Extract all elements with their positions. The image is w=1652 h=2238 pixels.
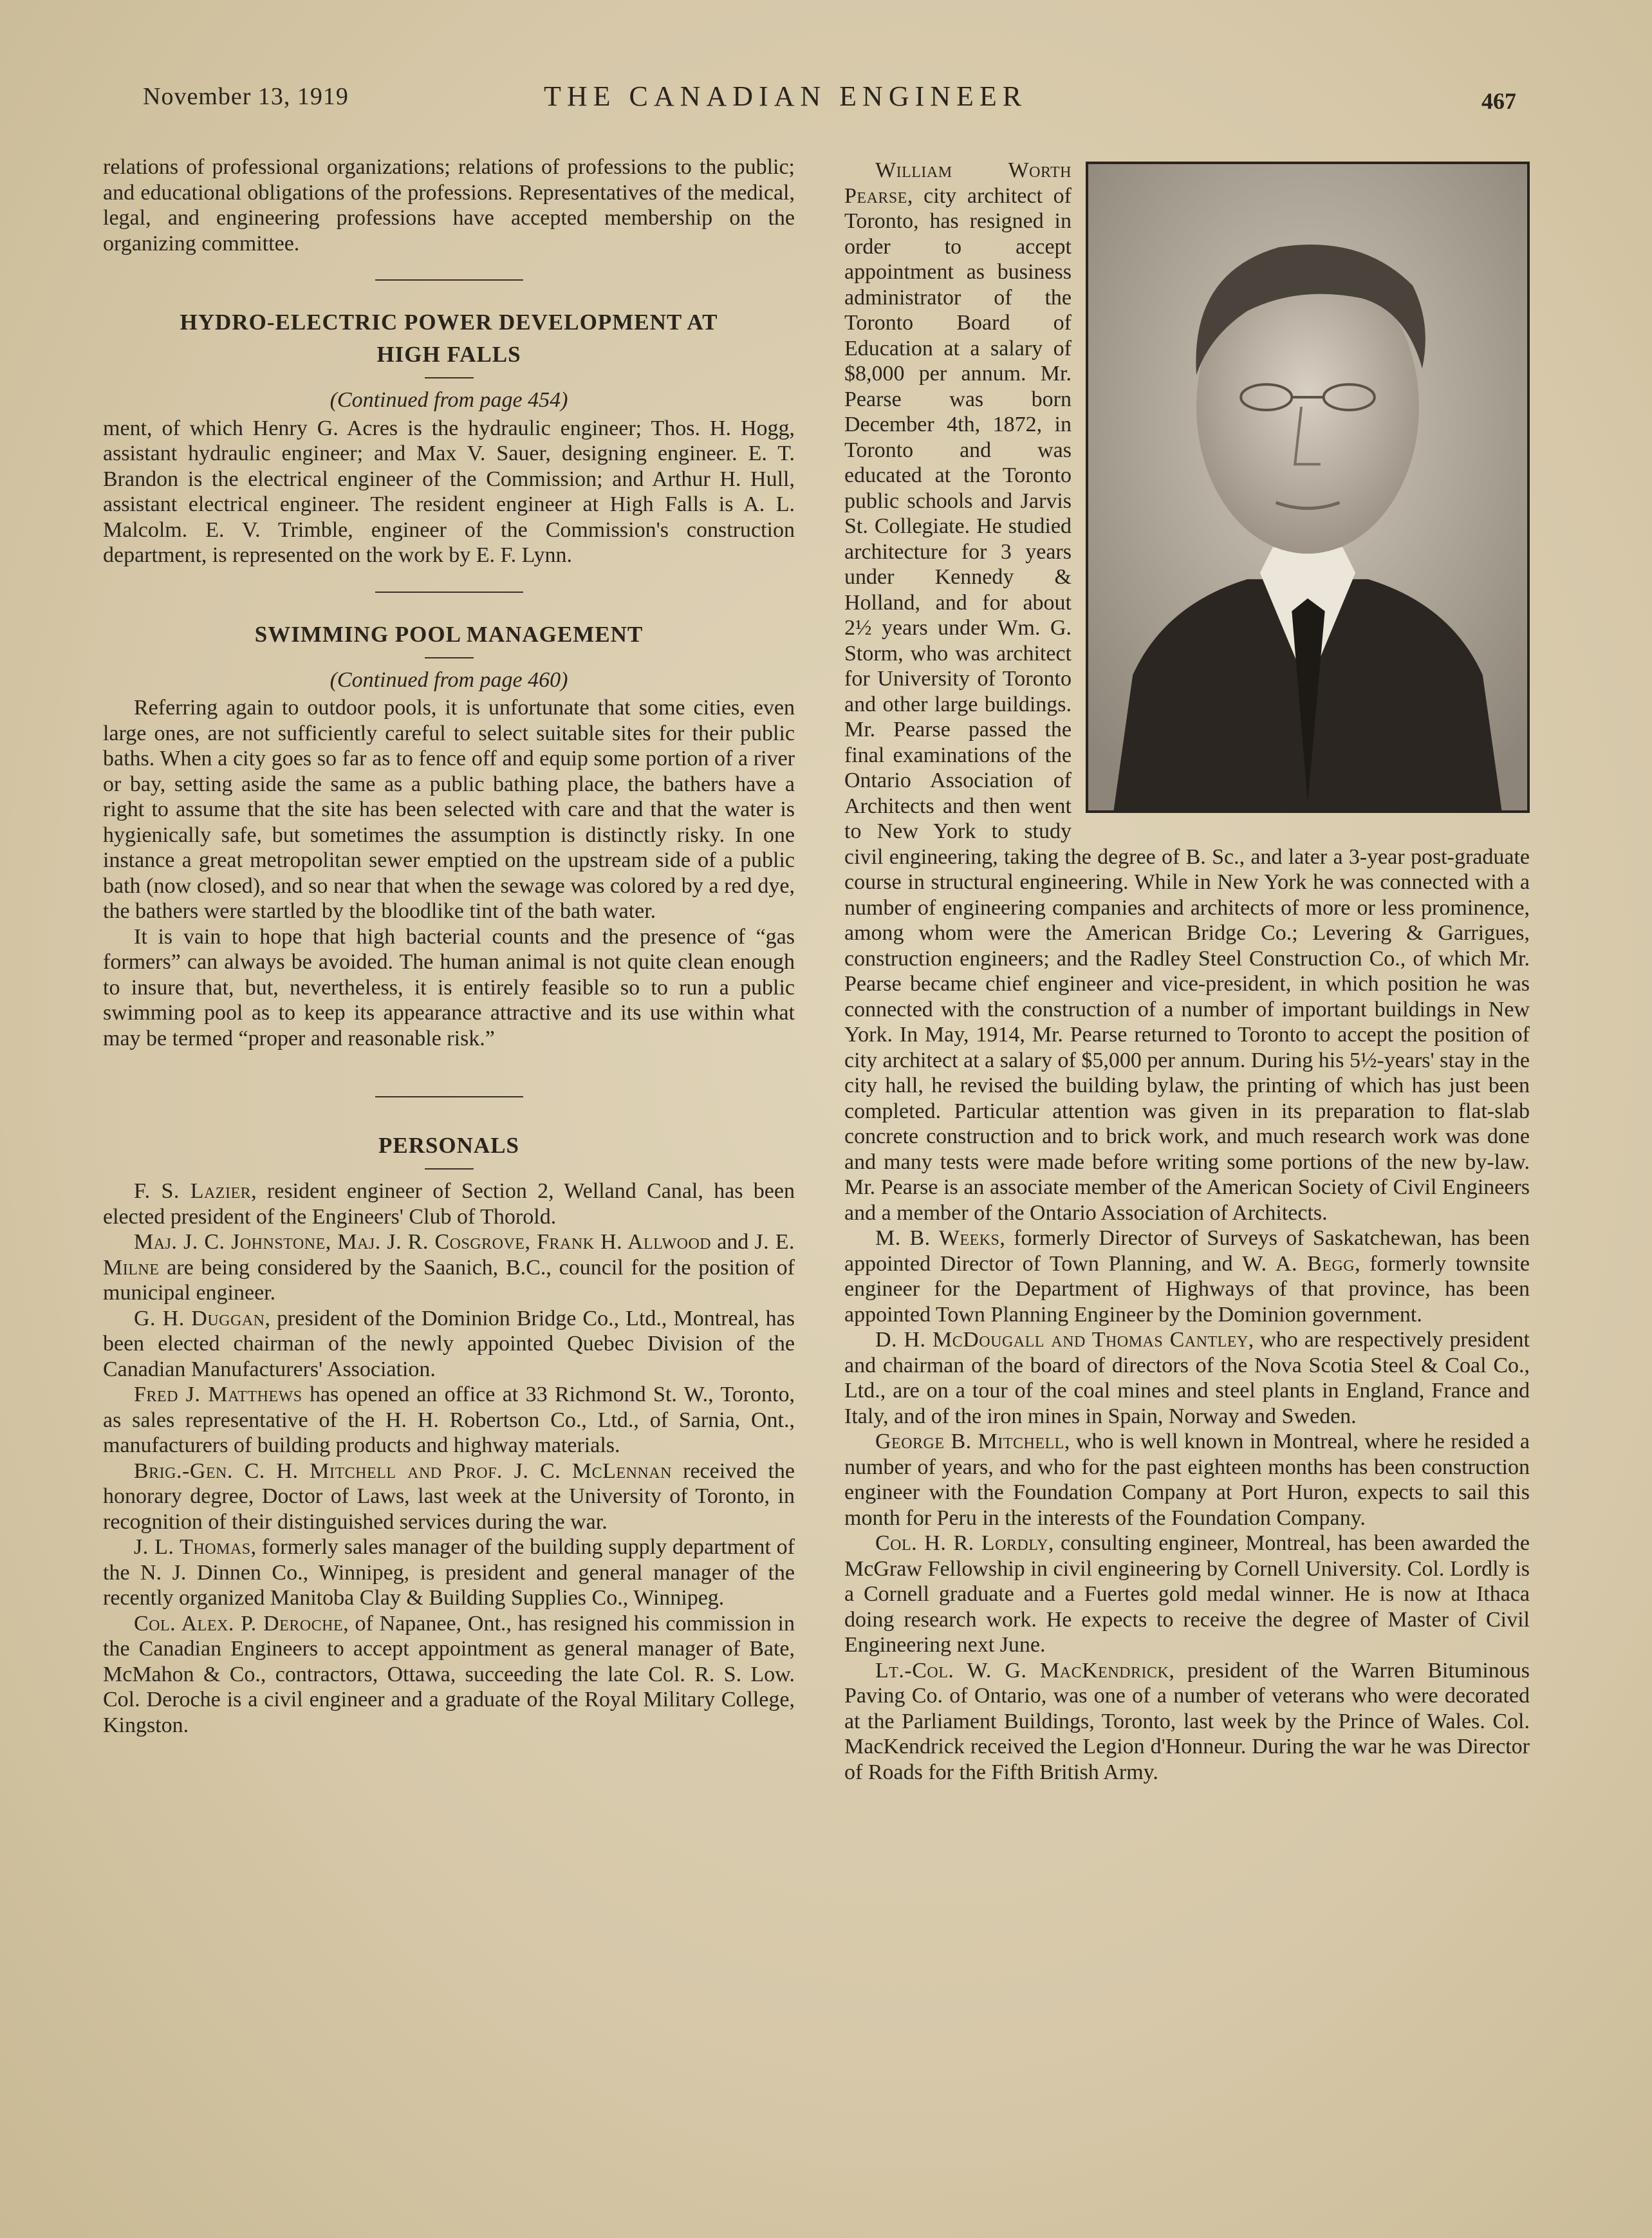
person-name: Lt.-Col. W. G. MacKendrick <box>875 1658 1169 1683</box>
person-name: J. E. Milne <box>103 1230 795 1280</box>
person-name: Col. Alex. P. Deroche <box>134 1611 344 1636</box>
swimming-pool-article <box>103 619 795 1052</box>
person-name: Brig.-Gen. C. H. Mitchell and Prof. J. C. McLennan <box>134 1459 672 1483</box>
hydro-electric-article <box>103 306 795 568</box>
personal-item: Maj. J. C. Johnstone, Maj. J. R. Cosgrove, Frank H. Allwood and J. E. Milne are being considered by the Saanich, B.C., council for the position of municipal engineer. <box>103 1230 795 1305</box>
title-underline <box>425 657 474 658</box>
person-name: M. B. Weeks <box>875 1226 1000 1250</box>
person-name: W. A. Begg <box>1242 1251 1355 1276</box>
personal-item: George B. Mitchell, who is well known in Montreal, where he resided a number of years, and who for the past eighteen months has been construction engineer with the Foundation Company at Port Huron, expects to sail this month for Peru in the interests of the Foundation Company. <box>844 1430 1530 1530</box>
person-name: William Worth Pearse <box>844 158 1072 208</box>
personal-item: M. B. Weeks, formerly Director of Surveys of Saskatchewan, has been appointed Director of Town Planning, and W. A. Begg, formerly townsite engineer for the Department of Highways of that province, has been appointed Town Planning Engineer by the Dominion government. <box>844 1226 1530 1327</box>
swimming-paragraph-1: Referring again to outdoor pools, it is unfortunate that some cities, even large ones, are not sufficiently careful to select suitable sites for their public baths. When a city goes so far as to fence off and equip some portion of a river or bay, setting aside the same as a public bathing place, the bathers have a right to assume that the site has been selected with care and that the water is hygienically safe, but sometimes the assumption is distinctly risky. In one instance a great metropolitan sewer emptied on the upstream side of a public bath (now closed), and so near that when the sewage was colored by a red dye, the bathers were startled by the bloodlike tint of the bath water. <box>103 696 795 923</box>
personal-item: J. L. Thomas, formerly sales manager of the building supply department of the N. J. Dinnen Co., Winnipeg, is president and general manager of the recently organized Manitoba Clay & Building Supplies Co., Winnipeg. <box>103 1535 795 1610</box>
section-divider <box>375 279 523 281</box>
left-column <box>103 154 795 1738</box>
page-number: 467 <box>1481 88 1516 114</box>
person-name: Maj. J. C. Johnstone, Maj. J. R. Cosgrove, Frank H. Allwood <box>134 1230 712 1254</box>
personal-item: Col. Alex. P. Deroche, of Napanee, Ont., has resigned his commission in the Canadian Engineers to accept appointment as general manager of Bate, McMahon & Co., contractors, Ottawa, succeeding the late Col. R. S. Low. Col. Deroche is a civil engineer and a graduate of the Royal Military College, Kingston. <box>103 1611 795 1737</box>
portrait-image <box>1088 164 1527 810</box>
swimming-continued-note: (Continued from page 460) <box>329 667 568 692</box>
personal-item: D. H. McDougall and Thomas Cantley, who are respectively president and chairman of the board of directors of the Nova Scotia Steel & Coal Co., Ltd., are on a tour of the coal mines and steel plants in England, France and Italy, and of the iron mines in Spain, Norway and Sweden. <box>844 1328 1530 1428</box>
personals-title: PERSONALS <box>378 1133 520 1158</box>
personal-item: Col. H. R. Lordly, consulting engineer, Montreal, has been awarded the McGraw Fellowship in civil engineering by Cornell University. Col. Lordly is a Cornell graduate and a Fuertes gold medal winner. He is now at Ithaca doing research work. He expects to receive the degree of Master of Civil Engineering next June. <box>844 1531 1530 1657</box>
person-name: J. L. Thomas <box>134 1535 251 1559</box>
portrait-photo <box>1086 162 1530 813</box>
hydro-title-line2: HIGH FALLS <box>376 342 521 367</box>
person-name: Fred J. Matthews <box>134 1383 302 1406</box>
swimming-paragraph-2: It is vain to hope that high bacterial counts and the presence of “gas formers” can always be avoided. The human animal is not quite clean enough to insure that, but, nevertheless, it is entirely feasible so to run a public swimming pool as to keep its appearance attractive and its use within what may be termed “proper and reasonable risk.” <box>103 924 795 1050</box>
personals-section <box>103 1130 795 1738</box>
personal-item: F. S. Lazier, resident engineer of Section 2, Welland Canal, has been elected president of the Engineers' Club of Thorold. <box>103 1179 795 1229</box>
intro-paragraph: relations of professional organizations; relations of professions to the public; and educational obligations of the professions. Representatives of the medical, legal, and engineering professions have accepted membership on the organizing committee. <box>103 155 795 256</box>
person-name: F. S. Lazier <box>134 1179 252 1203</box>
journal-title: THE CANADIAN ENGINEER <box>544 80 1028 112</box>
personal-item: G. H. Duggan, president of the Dominion Bridge Co., Ltd., Montreal, has been elected chairman of the newly appointed Quebec Division of the Canadian Manufacturers' Association. <box>103 1306 795 1381</box>
swimming-title: SWIMMING POOL MANAGEMENT <box>254 621 644 647</box>
running-header <box>0 82 1652 121</box>
title-underline <box>425 1168 474 1170</box>
personal-item: Brig.-Gen. C. H. Mitchell and Prof. J. C. McLennan received the honorary degree, Doctor of Laws, last week at the University of Toronto, in recognition of their distinguished services during the war. <box>103 1459 795 1534</box>
pearse-article: William Worth Pearse, city architect of Toronto, has resigned in order to accept appointment as business administrator of the Toronto Board of Education at a salary of $8,000 per annum. Mr. Pearse was born December 4th, 1872, in Toronto and was educated at the Toronto public schools and Jarvis St. Collegiate. He studied architecture for 3 years under Kennedy & Holland, and for about 2½ years under Wm. G. Storm, who was architect for University of Toronto and other large buildings. Mr. Pearse passed the final examinations of the Ontario Association of Architects and then went to New York to study civil engineering, taking the degree of B. Sc., and later a 3-year post-graduate course in structural engineering. While in New York he was connected with a number of engineering companies and architects of more or less prominence, among whom were the American Bridge Co.; Levering & Garrigues, construction engineers; and the Radley Steel Construction Co., of which Mr. Pearse became chief engineer and vice-president, in which position he was connected with the construction of a number of important buildings in New York. In May, 1914, Mr. Pearse returned to Toronto to accept the position of city architect at a salary of $5,000 per annum. During his 5½-years' stay in the city hall, he revised the building bylaw, the printing of which has just been completed. Particular attention was given in its preparation to flat-slab concrete construction and to brick work, and much research work was done and many tests were made before writing some portions of the new by-law. Mr. Pearse is an associate member of the American Society of Civil Engineers and a member of the Ontario Association of Architects. <box>844 158 1530 1225</box>
personal-item: Lt.-Col. W. G. MacKendrick, president of the Warren Bituminous Paving Co. of Ontario, was one of a number of veterans who were decorated at the Parliament Buildings, Toronto, last week by the Prince of Wales. Col. MacKendrick received the Legion d'Honneur. During the war he was Director of Roads for the Fifth British Army. <box>844 1658 1530 1784</box>
person-name: George B. Mitchell <box>875 1430 1064 1453</box>
hydro-continued-note: (Continued from page 454) <box>329 388 568 412</box>
title-underline <box>425 377 474 378</box>
right-column <box>844 158 1530 1785</box>
section-divider <box>375 592 523 593</box>
issue-date: November 13, 1919 <box>143 83 349 110</box>
hydro-body: ment, of which Henry G. Acres is the hydraulic engineer; Thos. H. Hogg, assistant hydraulic engineer; and Max V. Sauer, designing engineer. E. T. Brandon is the electrical engineer of the Commission; and Arthur H. Hull, assistant electrical engineer. The resident engineer at High Falls is A. L. Malcolm. E. V. Trimble, engineer of the Commission's construction department, is represented on the work by E. F. Lynn. <box>103 416 795 567</box>
person-name: D. H. McDougall and Thomas Cantley <box>875 1328 1248 1352</box>
person-name: G. H. Duggan <box>134 1306 265 1330</box>
section-divider <box>375 1096 523 1097</box>
personal-item: Fred J. Matthews has opened an office at 33 Richmond St. W., Toronto, as sales representative of the H. H. Robertson Co., Ltd., of Sarnia, Ont., manufacturers of building products and highway materials. <box>103 1383 795 1457</box>
hydro-title-line1: HYDRO-ELECTRIC POWER DEVELOPMENT AT <box>180 310 718 335</box>
person-name: Col. H. R. Lordly <box>875 1531 1048 1555</box>
